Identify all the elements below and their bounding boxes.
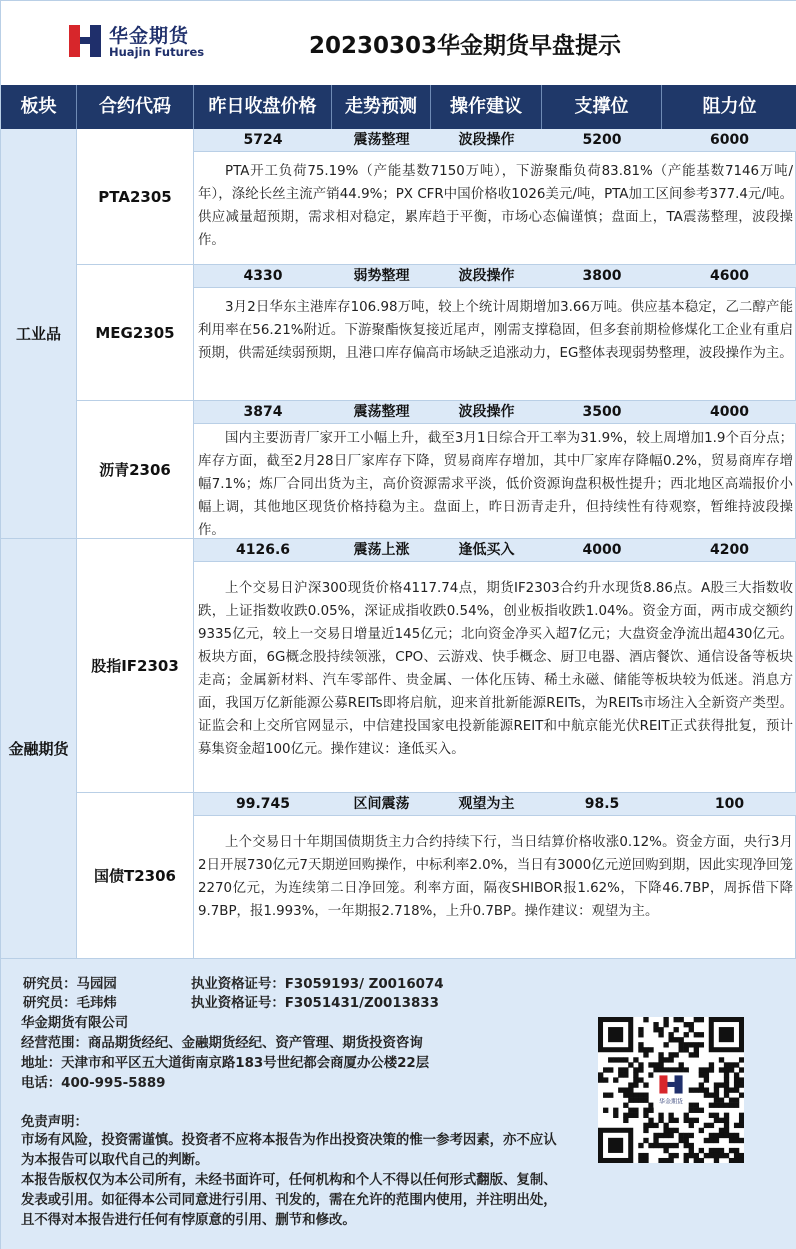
company-phone: 电话：400-995-5889 (21, 1076, 166, 1091)
support-level: 3800 (582, 268, 622, 284)
disclaimer-title: 免责声明： (21, 1115, 88, 1130)
column-header-code: 合约代码 (77, 85, 194, 129)
column-header-resistance: 阻力位 (702, 96, 757, 117)
contract-code: MEG2305 (77, 265, 194, 401)
sector-cell-financial: 金融期货 (1, 539, 77, 959)
close-price: 4126.6 (235, 542, 291, 558)
commentary-text: PTA开工负荷75.19%（产能基数7150万吨），下游聚酯负荷83.81%（产能基数7146万吨/年），涤纶长丝主流产销44.9%；PX CFR中国价格收1026美元/吨，PTA加工区间参考377.4元/吨。供应减量超预期，需求相对稳定，累库趋于平衡，市场心态偏谨慎；盘面上，TA震荡整理，波段操作。 (194, 153, 796, 265)
operation-advice: 波段操作 (458, 404, 515, 420)
resistance-level: 4200 (710, 542, 749, 558)
commentary-text: 上个交易日十年期国债期货主力合约持续下行，当日结算价格收涨0.12%。资金方面，央行3月2日开展730亿元7天期逆回购操作，中标利率2.0%，当日有3000亿元逆回购到期，因此实现净回笼2270亿元，为连续第二日净回笼。利率方面，隔夜SHIBOR报1.62%，下降46.7BP，周拆借下降9.7BP，报1.993%，一年期报2.718%，上升0.7BP。操作建议：观望为主。 (194, 817, 796, 959)
company-address: 地址：天津市和平区五大道街南京路183号世纪都会商厦办公楼22层 (21, 1056, 430, 1071)
column-header-sector: 板块 (1, 85, 77, 129)
row-values (194, 265, 796, 288)
close-price: 3874 (243, 404, 283, 420)
support-level: 5200 (582, 132, 622, 148)
contract-code: 国债T2306 (77, 793, 194, 959)
logo-english-name: Huajin Futures (109, 45, 205, 59)
contract-code: 沥青2306 (77, 401, 194, 539)
researcher-certificate: 执业资格证号：F3051431/Z0013833 (191, 996, 439, 1011)
support-level: 4000 (582, 542, 622, 558)
qr-caption: 华金期货 (658, 1098, 684, 1106)
trend-forecast: 震荡上涨 (353, 542, 410, 558)
trend-forecast: 区间震荡 (353, 796, 410, 812)
operation-advice: 观望为主 (458, 796, 515, 812)
support-level: 3500 (582, 404, 622, 420)
disclaimer-paragraph: 本报告版权仅为本公司所有，未经书面许可，任何机构和个人不得以任何形式翻版、复制、发表或引用。如征得本公司同意进行引用、刊发的，需在允许的范围内使用，并注明出处，且不得对本报告进行任何有悖原意的引用、删节和修改。 (21, 1173, 557, 1228)
row-values (194, 539, 796, 562)
trend-forecast: 弱势整理 (353, 268, 410, 284)
researcher-name: 研究员：马园园 (23, 977, 117, 992)
column-header-close: 昨日收盘价格 (194, 85, 332, 129)
close-price: 4330 (243, 268, 283, 284)
operation-advice: 逢低买入 (458, 542, 515, 558)
qr-code-icon (598, 1017, 744, 1163)
support-level: 98.5 (584, 796, 620, 812)
column-header-support: 支撑位 (542, 85, 662, 129)
column-header-advice: 操作建议 (431, 85, 542, 129)
commentary-text: 3月2日华东主港库存106.98万吨，较上个统计周期增加3.66万吨。供应基本稳定，乙二醇产能利用率在56.21%附近。下游聚酯恢复接近尾声，刚需支撑稳固，但多套前期检修煤化工企业有重启预期，供需延续弱预期，且港口库存偏高市场缺乏追涨动力，EG整体表现弱势整理，波段操作为主。 (194, 289, 796, 401)
close-price: 5724 (243, 132, 283, 148)
operation-advice: 波段操作 (458, 268, 515, 284)
report-title: 20230303华金期货早盘提示 (309, 33, 622, 59)
trend-forecast: 震荡整理 (353, 404, 410, 420)
column-header-trend: 走势预测 (332, 85, 431, 129)
report-header (1, 1, 796, 85)
resistance-level: 4600 (710, 268, 749, 284)
table-header (1, 85, 796, 129)
logo-chinese-name: 华金期货 (109, 25, 190, 47)
resistance-level: 100 (714, 796, 745, 812)
sector-cell-industrial: 工业品 (1, 129, 77, 539)
row-values (194, 129, 796, 152)
resistance-level: 4000 (710, 404, 749, 420)
resistance-level: 6000 (710, 132, 749, 148)
company-name: 华金期货有限公司 (21, 1016, 129, 1031)
contract-code: 股指IF2303 (77, 539, 194, 793)
commentary-text: 上个交易日沪深300现货价格4117.74点，期货IF2303合约升水现货8.86点。A股三大指数收跌，上证指数收跌0.05%，深证成指收跌0.54%，创业板指收跌1.04%。资金方面，两市成交额约9335亿元，较上一交易日增量近145亿元；北向资金净买入超7亿元；大盘资金净流出超430亿元。板块方面，6G概念股持续领涨，CPO、云游戏、快手概念、厨卫电器、酒店餐饮、通信设备等板块走高；金属新材料、汽车零部件、贵金属、一体化压铸、稀土永磁、储能等板块较为低迷。消息方面，我国万亿新能源公募REITs即将启航，迎来首批新能源REITs，为REITs市场注入全新资产类型。证监会和上交所官网显示，中信建投国家电投新能源REIT和中航京能光伏REIT正式获得批复，预计募集资金超100亿元。操作建议：逢低买入。 (194, 563, 796, 793)
researcher-certificate: 执业资格证号：F3059193/ Z0016074 (191, 977, 444, 992)
business-scope: 经营范围：商品期货经纪、金融期货经纪、资产管理、期货投资咨询 (21, 1036, 423, 1051)
row-values (194, 793, 796, 816)
disclaimer-paragraph: 市场有风险，投资需谨慎。投资者不应将本报告为作出投资决策的惟一参考因素，亦不应认为本报告可以取代自己的判断。 (21, 1133, 557, 1168)
close-price: 99.745 (235, 796, 291, 812)
researcher-name: 研究员：毛玮炜 (23, 996, 117, 1011)
commentary-text: 国内主要沥青厂家开工小幅上升，截至3月1日综合开工率为31.9%，较上周增加1.9个百分点；库存方面，截至2月28日厂家库存下降，贸易商库存增加，其中厂家库存降幅0.2%，贸易商库存增幅7.1%；炼厂合同出货为主，高价资源需求平淡，低价资源询盘积极性提升；西北地区高端报价小幅上调，其他地区现货价格持稳为主。盘面上，昨日沥青走升，但持续性有待观察，暂维持波段操作。 (194, 425, 796, 539)
huajin-logo-icon (67, 23, 103, 59)
row-values (194, 401, 796, 424)
company-logo (67, 21, 217, 65)
contract-code: PTA2305 (77, 129, 194, 265)
qr-code (598, 1017, 744, 1163)
operation-advice: 波段操作 (458, 132, 515, 148)
trend-forecast: 震荡整理 (353, 132, 410, 148)
